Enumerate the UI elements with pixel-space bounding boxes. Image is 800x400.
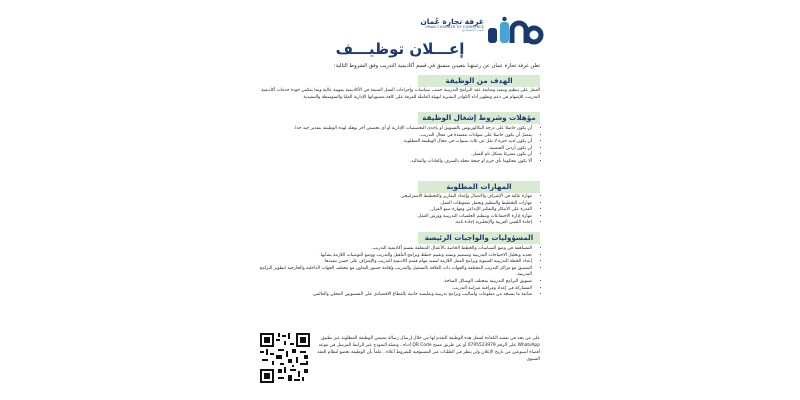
- responsibility-item: • متابعة ما يستجد من معلومات وأساليب وبرامج تدريبية وتعليمية خاصة بالقطاع الاقتصادي على المستويين المحلي والعالمي.: [250, 292, 532, 299]
- intro-text: تعلن غرفة تجارة عمان عن رغبتهـا بتعييـن منسق في قسم أكاديمية التدريب وفق الشروط التالية:: [333, 63, 540, 69]
- job-advertisement: [250, 0, 550, 400]
- qr-code-icon[interactable]: [260, 333, 310, 383]
- logo-english-name: OMAN CHAMBER OF COMMERCE: [425, 24, 484, 29]
- section-heading-skills: المهارات المطلوبة: [418, 181, 540, 193]
- logo-tagline: البيت الاقتصادي: [461, 28, 484, 33]
- skill-item: • مهارة إدارة الاجتماعات وتنظيم الجلسات التدريبية وورش العمل.: [250, 214, 532, 221]
- qualification-item: • يفضل أن يكون حاصلا على شهادات معتمدة في مجال التدريب.: [250, 133, 532, 140]
- objective-text: العمل على تنظيم وتنفيذ ومتابعة عقد البرامج التدريبية حسب سياسات وإجراءات العمل المتبعة في الأكاديمية بمهنية عالية وبما يعكس جودة خدمات أكاديمية التدريب، للإسهام في دعم وتطوير أداء الكوادر البشرية لتهيئة العاملة للغرفة على كافة مستوياتها الإدارية العليا والمتوسطة والتنفيذية.: [261, 88, 540, 100]
- responsibility-item: • المساهمة في وضع السياسات والخطط الخاصة بالأعمال المتعلقة بقسم أكاديمية التدريب.: [250, 246, 532, 253]
- responsibility-item: • إعداد الخطة التدريبية السنوية وبرامج العمل اللازمة لتنفيذ مهام قسم أكاديمية التدريب والإشراف على حسن تنفيذها.: [250, 259, 532, 266]
- skill-item: • مهارات التخطيط والتنظيم وتحمل ضغوطات العمل.: [250, 201, 532, 208]
- qualification-item: • ألا يكون محكوما بأي جرم أو جنحة مخلة بالشرف والعادات والتقاليد.: [250, 159, 532, 166]
- qualification-item: • أن يكون متفرغا بشكل تام للعمل.: [250, 152, 532, 159]
- qualification-item: • أن يكون لديه خبرة لا تقل عن ثلاث سنوات في مجال الوظيفة المطلوبة.: [250, 139, 532, 146]
- responsibility-item: • المشاركة في إعداد ومراقبة ميزانية التدريب.: [250, 286, 532, 293]
- responsibility-item: • التنسيق مع مراكز التدريب المختلفة والجهات ذات العلاقة بالتشغيل والتدريب وإقامة جسور التعاون مع مختلف الجهات الداخلية والخارجية لتطوير البرامج التدريبية.: [250, 266, 532, 279]
- section-heading-qualifications: مؤهلات وشروط إشغال الوظيفة: [418, 112, 540, 124]
- page-title: إعـــلان توظيـــف: [335, 40, 465, 58]
- section-heading-objective: الهدف من الوظيفة: [418, 75, 540, 87]
- skill-item: • القدرة على الابتكار والتفكير الإبداعي ومهارة صنع القرار.: [250, 207, 532, 214]
- application-instructions: على من يجد في نفسه الكفاءة لشغل هذه الوظيفة التقدم لها من خلال إرسال رسالة تتضمن الوظيفة المطلوبة عبر تطبيق WhatsApp على الرقم 0795523979 أو عن طريق مسح QR Code أدناه ، وتعبئة النموذج عبر الرابط المرسل في موعد أقصاه أسبوعين من تاريخ الإعلان ولن ينظر في الطلبات غير المستوفية للشروط أعلاه ، علماً بأن الوظيفة تخضع لنظام العقد السنوي: [317, 336, 540, 362]
- responsibility-item: • تسويق البرامج التدريبية بمختلف الوسائل المتاحة.: [250, 279, 532, 286]
- section-heading-responsibilities: المسؤوليات والواجبات الرئيسة: [418, 232, 540, 244]
- qualification-item: • أن يكون حاصلا على درجة البكالوريوس بالتسويق أو بإحدى التخصصات الإدارية أو أي تخصص آخر يؤهله لهذه الوظيفة بتقدير جيد جدا.: [250, 126, 532, 133]
- logo-arabic-name: غرفة تجارة عُمان: [420, 17, 484, 26]
- responsibility-item: • تحديد وتحليل الاحتياجات التدريبية وتصميم وتنفيذ وتقييم خطط وبرامج التأهيل والتدريب ووضع التوصيات اللازمة بشأنها.: [250, 253, 532, 260]
- qualification-item: • أن يكون أردني الجنسية.: [250, 146, 532, 153]
- skills-list: [250, 194, 540, 227]
- qualifications-list: [250, 126, 540, 166]
- skill-item: • مهارة عالية في الإشراف والاتصال وإعداد التقارير والتخطيط الاستراتيجي.: [250, 194, 532, 201]
- responsibilities-list: [250, 246, 540, 299]
- skill-item: • إجادة اللغتين العربية والإنجليزية إجادة تامة.: [250, 220, 532, 227]
- application-footer: [260, 333, 540, 385]
